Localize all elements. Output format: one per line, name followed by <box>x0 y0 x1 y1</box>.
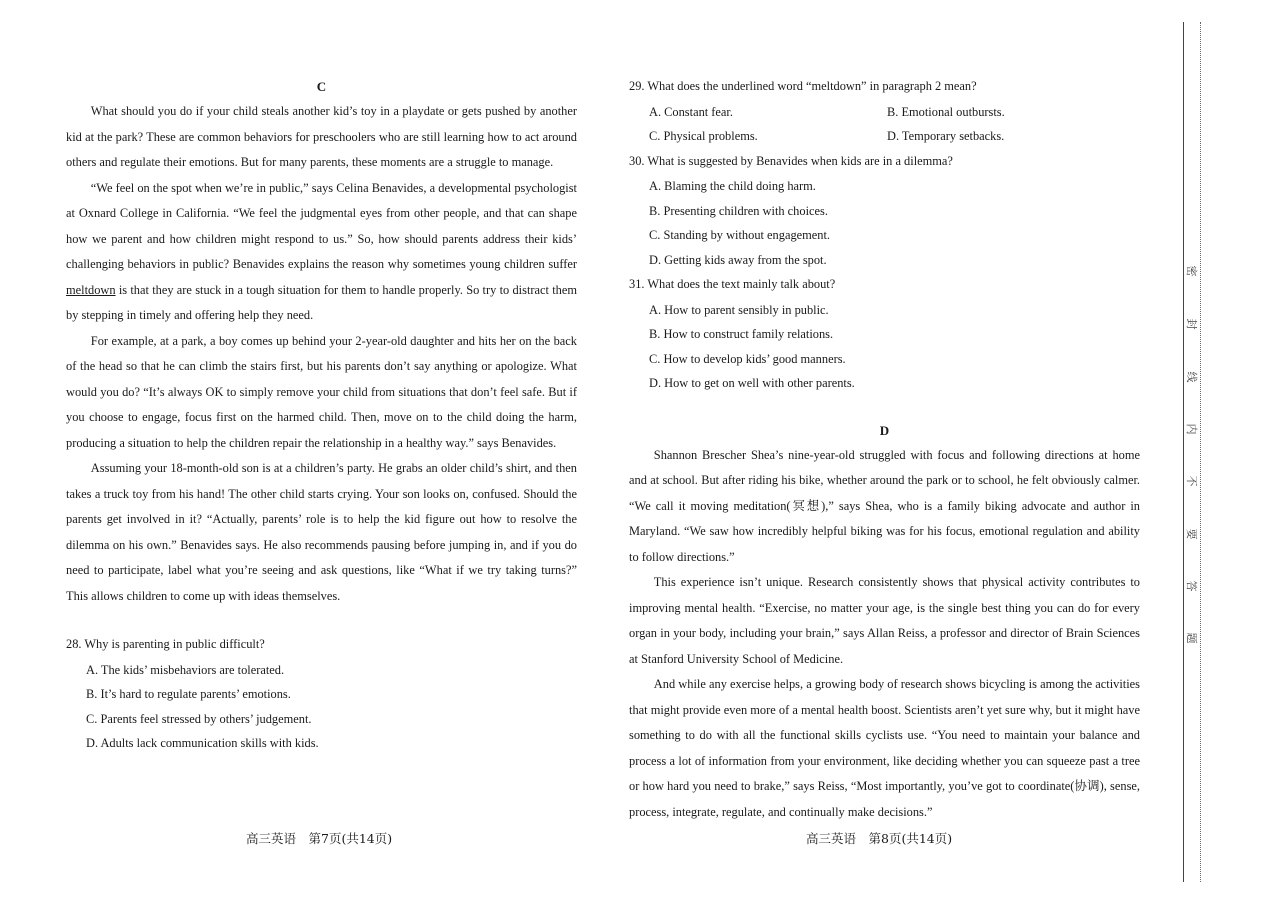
binding-char-2: 封 <box>1185 318 1198 330</box>
binding-char-5: 不 <box>1185 475 1198 487</box>
binding-char-7: 答 <box>1185 580 1198 592</box>
question-28-stem: 28. Why is parenting in public difficult? <box>66 637 265 651</box>
left-column <box>66 74 577 756</box>
binding-char-6: 要 <box>1185 528 1198 540</box>
question-29-option-a: A. Constant fear. <box>649 104 733 119</box>
question-31-option-d: D. How to get on well with other parents. <box>649 376 855 390</box>
question-29-option-c: C. Physical problems. <box>649 129 758 143</box>
question-29-options-row-2 <box>629 124 1140 149</box>
question-30-stem: 30. What is suggested by Benavides when kids are in a dilemma? <box>629 153 953 168</box>
binding-char-4: 内 <box>1185 423 1198 435</box>
question-30 <box>629 149 1140 273</box>
paragraph-2-text-before: “We feel on the spot when we’re in public,” says Celina Benavides, a developmental psychologist at Oxnard College in California. “We feel the judgmental eyes from other people, and that can shape how we parent and how children might respond to us.” So, how should parents address their kids’ challenging behaviors in public? Benavides explains the reason why sometimes young children suffer <box>66 180 577 271</box>
question-28-option-c: C. Parents feel stressed by others’ judgement. <box>86 711 312 726</box>
section-c-paragraph-1: What should you do if your child steals another kid’s toy in a playdate or gets pushed by another kid at the park? These are common behaviors for preschoolers who are still learning how to act around others and regulate their emotions. But for many parents, these moments are a struggle to manage. <box>66 104 577 169</box>
page-footer-right: 高三英语 第8页(共14页) <box>806 831 953 846</box>
section-d-paragraph-1: Shannon Brescher Shea’s nine-year-old struggled with focus and following directions at home and at school. But after riding his bike, whether around the park or to school, he felt obviously calmer. “We call it moving meditation(冥想),” says Shea, who is a family biking advocate and author in Maryland. “We saw how incredibly helpful biking was for his focus, emotional regulation and ability to follow directions.” <box>629 447 1140 564</box>
section-c-heading: C <box>316 79 327 94</box>
question-28-option-b: B. It’s hard to regulate parents’ emotions. <box>86 687 291 701</box>
question-29-options-row-1 <box>629 100 1140 125</box>
question-31-stem: 31. What does the text mainly talk about? <box>629 277 836 291</box>
section-d-paragraph-3: And while any exercise helps, a growing body of research shows bicycling is among the activities that might provide even more of a mental health boost. Scientists aren’t yet sure why, but it might have something to do with all the functional skills cyclists use. “You need to maintain your balance and process a lot of information from your environment, like deciding whether you can squeeze past a tree or how hard you need to brake,” says Reiss, “Most importantly, you’ve got to coordinate(协调), sense, process, integrate, regulate, and continually make decisions.” <box>629 677 1140 819</box>
question-29 <box>629 74 1140 149</box>
question-29-option-b: B. Emotional outbursts. <box>887 104 1005 119</box>
question-31-option-a: A. How to parent sensibly in public. <box>649 302 829 317</box>
question-30-option-c: C. Standing by without engagement. <box>649 228 831 242</box>
question-30-option-b: B. Presenting children with choices. <box>649 203 828 218</box>
page-footer-left: 高三英语 第7页(共14页) <box>246 831 393 846</box>
section-c-paragraph-2 <box>66 176 577 329</box>
question-28-option-a: A. The kids’ misbehaviors are tolerated. <box>86 662 285 677</box>
binding-line-dotted <box>1200 22 1201 882</box>
question-31-option-b: B. How to construct family relations. <box>649 327 834 341</box>
underlined-word-meltdown: meltdown <box>66 282 116 297</box>
binding-char-3: 线 <box>1185 371 1198 383</box>
binding-char-1: 密 <box>1185 265 1198 277</box>
question-30-option-a: A. Blaming the child doing harm. <box>649 179 816 193</box>
binding-line-solid <box>1183 22 1184 882</box>
binding-char-8: 题 <box>1185 632 1198 644</box>
question-28-option-d: D. Adults lack communication skills with kids. <box>86 736 319 750</box>
question-31-option-c: C. How to develop kids’ good manners. <box>649 351 846 366</box>
right-column <box>629 74 1140 825</box>
section-d-heading: D <box>879 422 890 438</box>
question-29-stem: 29. What does the underlined word “meltdown” in paragraph 2 mean? <box>629 79 977 93</box>
question-29-option-d: D. Temporary setbacks. <box>887 129 1005 143</box>
question-31 <box>629 272 1140 396</box>
paragraph-2-text-after: is that they are stuck in a tough situation for them to handle properly. So try to distract them by stepping in timely and offering help they need. <box>66 282 577 322</box>
question-30-option-d: D. Getting kids away from the spot. <box>649 252 827 267</box>
question-28 <box>66 632 577 756</box>
section-c-paragraph-4: Assuming your 18-month-old son is at a children’s party. He grabs an older child’s shirt, and then takes a truck toy from his hand! The other child starts crying. Your son looks on, confused. Should the parents get involved in it? “Actually, parents’ role is to help the kid figure out how to resolve the dilemma on his own.” Benavides says. He also recommends pausing before jumping in, and if you do need to participate, label what you’re seeing and ask questions, like “What if we try taking turns?” This allows children to come up with ideas themselves. <box>66 461 577 603</box>
section-d-paragraph-2: This experience isn’t unique. Research consistently shows that physical activity contributes to improving mental health. “Exercise, no matter your age, is the single best thing you can do for every organ in your body, including your brain,” says Allan Reiss, a professor and director of Brain Sciences at Stanford University School of Medicine. <box>629 575 1140 666</box>
section-c-paragraph-3: For example, at a park, a boy comes up behind your 2-year-old daughter and hits her on the back of the head so that he can climb the stairs first, but his parents don’t say anything or apologize. What would you do? “It’s always OK to simply remove your child from situations that don’t feel safe. But if you choose to engage, focus first on the harmed child. Then, move on to the child doing the harm, producing a situation to help the children repair the relationship in a healthy way.” says Benavides. <box>66 333 577 450</box>
